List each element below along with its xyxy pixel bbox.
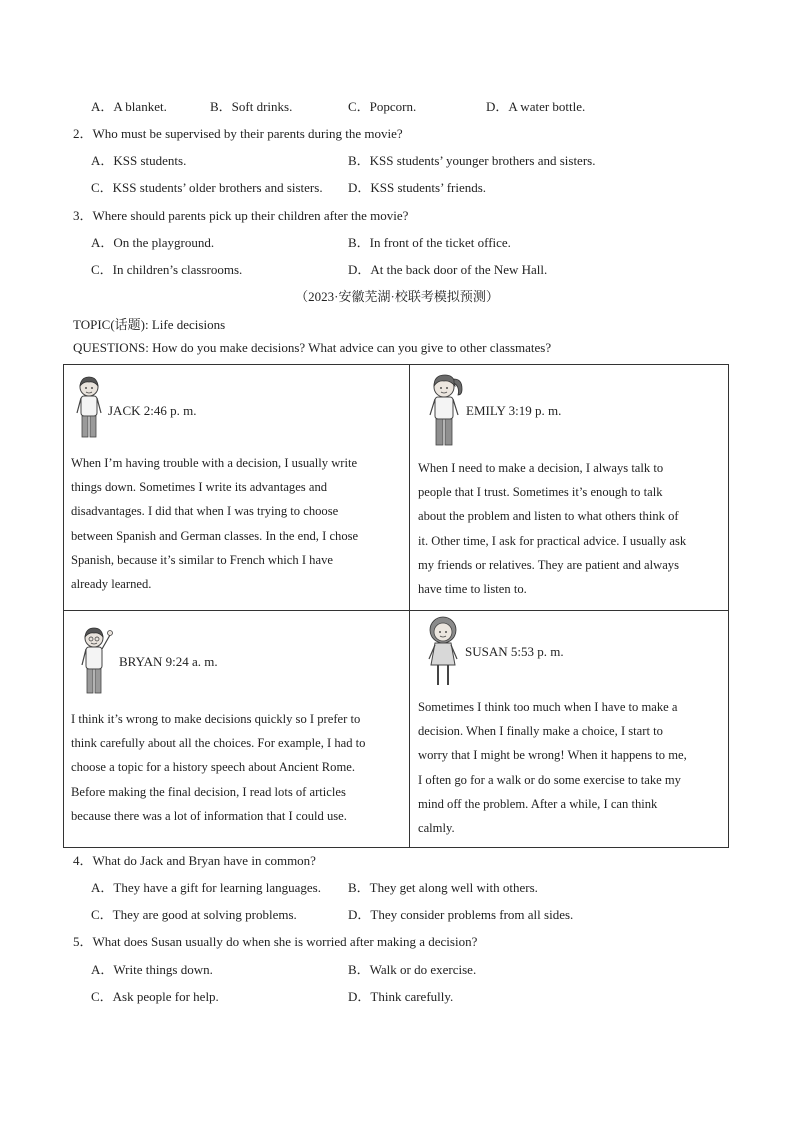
girl-avatar-icon <box>426 371 466 449</box>
q5-option-c[interactable]: C．Ask people for help. <box>91 989 219 1004</box>
post-body <box>71 707 365 828</box>
post-susan <box>410 611 728 847</box>
post-line: people that I trust. Sometimes it’s enough to talk <box>418 485 663 500</box>
q3-option-c[interactable]: C．In children’s classrooms. <box>91 262 243 277</box>
post-line: Spanish, because it’s similar to French which I have <box>71 552 333 567</box>
post-line: think carefully about all the choices. For example, I had to <box>71 736 366 751</box>
q5-option-a[interactable]: A．Write things down. <box>91 962 213 977</box>
topic-line: TOPIC(话题): Life decisions <box>73 317 226 332</box>
q5-stem: 5．What does Susan usually do when she is worried after making a decision? <box>73 934 478 949</box>
post-line: When I need to make a decision, I always talk to <box>418 461 664 475</box>
post-jack <box>64 365 409 610</box>
post-line: Sometimes I think too much when I have to make a <box>418 700 678 714</box>
q1-option-c[interactable]: C．Popcorn. <box>348 99 417 114</box>
q2-option-a[interactable]: A．KSS students. <box>91 153 187 168</box>
q4-option-a[interactable]: A．They have a gift for learning languages. <box>91 880 321 895</box>
questions-line: QUESTIONS: How do you make decisions? What advice can you give to other classmates? <box>73 340 552 355</box>
q2-stem: 2．Who must be supervised by their parents during the movie? <box>73 126 403 141</box>
q1-option-b[interactable]: B．Soft drinks. <box>210 99 293 114</box>
post-line: When I’m having trouble with a decision, I usually write <box>71 456 358 470</box>
q3-option-a[interactable]: A．On the playground. <box>91 235 215 250</box>
post-line: I think it’s wrong to make decisions quickly so I prefer to <box>71 712 361 726</box>
q4-stem: 4．What do Jack and Bryan have in common? <box>73 853 316 868</box>
post-header: EMILY 3:19 p. m. <box>466 403 562 418</box>
post-line: it. Other time, I ask for practical advice. I usually ask <box>418 533 687 548</box>
forum-posts-grid <box>63 364 729 848</box>
post-line: between Spanish and German classes. In the end, I chose <box>71 528 359 543</box>
post-bryan <box>64 611 409 847</box>
q4-option-c[interactable]: C．They are good at solving problems. <box>91 907 297 922</box>
q2-option-b[interactable]: B．KSS students’ younger brothers and sisters. <box>348 153 596 168</box>
q4-option-b[interactable]: B．They get along well with others. <box>348 880 538 895</box>
post-line: I often go for a walk or do some exercise to take my <box>418 772 681 787</box>
q3-stem: 3．Where should parents pick up their children after the movie? <box>73 208 409 223</box>
q5-option-b[interactable]: B．Walk or do exercise. <box>348 962 477 977</box>
post-line: about the problem and listen to what others think of <box>418 509 679 524</box>
q1-option-a[interactable]: A．A blanket. <box>91 99 167 114</box>
q3-option-d[interactable]: D．At the back door of the New Hall. <box>348 262 548 277</box>
q2-option-d[interactable]: D．KSS students’ friends. <box>348 180 487 195</box>
post-header: SUSAN 5:53 p. m. <box>465 644 564 659</box>
waving-boy-avatar-icon <box>80 625 114 695</box>
post-line: worry that I might be wrong! When it happens to me, <box>418 748 687 763</box>
boy-avatar-icon <box>76 375 102 439</box>
q3-option-b[interactable]: B．In front of the ticket office. <box>348 235 511 250</box>
post-line: decision. When I finally make a choice, I start to <box>418 724 663 739</box>
post-line: mind off the problem. After a while, I can think <box>418 796 658 811</box>
post-body <box>418 695 687 840</box>
post-line: disadvantages. I did that when I was trying to choose <box>71 504 339 519</box>
post-header: JACK 2:46 p. m. <box>108 403 197 418</box>
post-header: BRYAN 9:24 a. m. <box>119 654 218 669</box>
curly-girl-avatar-icon <box>424 615 462 689</box>
post-line: my friends or relatives. They are patient and always <box>418 557 679 572</box>
post-line: Before making the final decision, I read lots of articles <box>71 784 346 799</box>
post-line: already learned. <box>71 577 152 592</box>
post-body <box>71 451 358 596</box>
q1-option-d[interactable]: D．A water bottle. <box>486 99 586 114</box>
source-label: （2023·安徽芜湖·校联考模拟预测） <box>295 289 499 304</box>
post-body <box>418 456 686 601</box>
post-line: because there was a lot of information that I could use. <box>71 808 347 823</box>
post-line: choose a topic for a history speech about Ancient Rome. <box>71 760 355 775</box>
q4-option-d[interactable]: D．They consider problems from all sides. <box>348 907 574 922</box>
post-emily <box>410 365 728 610</box>
q5-option-d[interactable]: D．Think carefully. <box>348 989 454 1004</box>
post-line: calmly. <box>418 821 455 836</box>
post-line: things down. Sometimes I write its advantages and <box>71 480 328 495</box>
q2-option-c[interactable]: C．KSS students’ older brothers and sisters. <box>91 180 323 195</box>
post-line: have time to listen to. <box>418 582 527 597</box>
